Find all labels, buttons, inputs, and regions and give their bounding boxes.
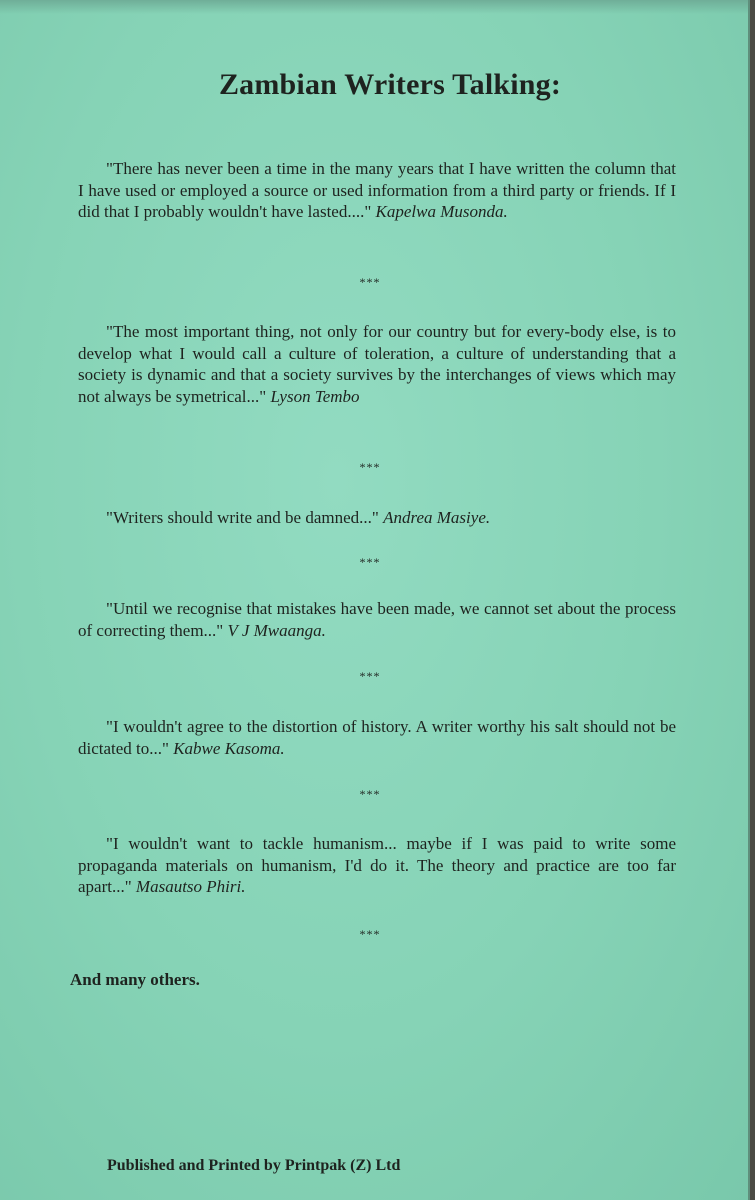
separator: *** [359,275,381,289]
page-title: Zambian Writers Talking: [218,68,562,101]
separator: *** [359,669,381,683]
quote-attribution: Masautso Phiri. [135,877,246,896]
quote-text: "I wouldn't want to tackle humanism... maybe if I was paid to write some propaganda materials on humanism, I'd do it. The theory and practice are too far apart..." [78,834,676,896]
quote-kasoma [78,716,676,759]
quote-masiye [78,507,676,529]
quote-text: "There has never been a time in the many years that I have written the column that I have used or employed a source or used information from a third party or friends. If I did that I probably wouldn't have lasted...." [78,159,676,221]
quote-mwaanga [78,598,676,641]
quote-attribution: Lyson Tembo [270,386,360,406]
quote-text: "The most important thing, not only for our country but for every-body else, is to develop what I would call a culture of toleration, a culture of understanding that a society is dynamic and that a society survives by the interchanges of views which may not always be symetrical..." [78,322,676,406]
quote-text: "I wouldn't agree to the distortion of history. A writer worthy his salt should not be dictated to..." [78,717,676,758]
quote-attribution: V J Mwaanga. [227,620,326,640]
publisher-credit: Published and Printed by Printpak (Z) Ltd [107,1157,401,1174]
quote-phiri [78,833,676,898]
quote-musonda [78,158,676,223]
closing-line: And many others. [70,970,200,989]
quote-text: "Until we recognise that mistakes have been made, we cannot set about the process of correcting them..." [78,599,676,640]
quote-attribution: Kabwe Kasoma. [173,738,285,758]
separator: *** [359,555,381,569]
separator: *** [359,927,381,941]
quote-tembo [78,321,676,407]
quote-text: "Writers should write and be damned..." [106,508,379,527]
separator: *** [359,460,381,474]
quote-attribution: Kapelwa Musonda. [375,202,508,221]
quote-attribution: Andrea Masiye. [383,508,491,527]
separator: *** [359,787,381,801]
